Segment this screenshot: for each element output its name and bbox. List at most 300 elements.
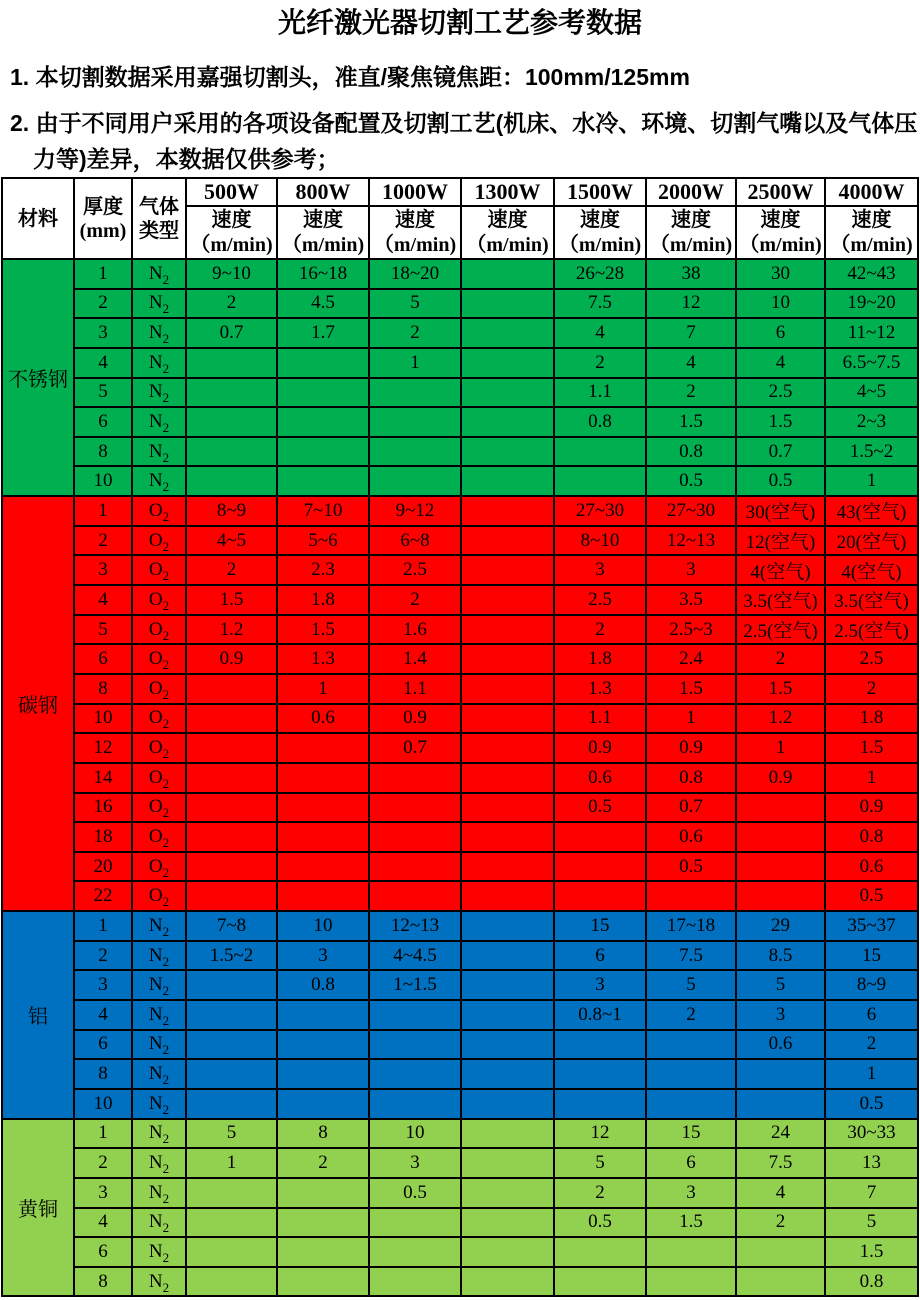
table-row (2, 1148, 918, 1178)
speed-cell: 2 (186, 289, 277, 319)
speed-cell (461, 1208, 554, 1238)
speed-cell: 2~3 (825, 407, 918, 437)
speed-cell: 0.5 (646, 852, 736, 882)
gas-cell: $N_2$ (132, 911, 186, 941)
speed-cell (736, 1267, 825, 1297)
speed-cell: 1.1 (554, 704, 646, 734)
gas-cell: $O_2$ (132, 881, 186, 911)
speed-cell: 1.5 (825, 733, 918, 763)
speed-cell: 0.7 (369, 733, 461, 763)
thickness-cell: 6 (74, 1030, 132, 1060)
speed-cell: 30 (736, 259, 825, 289)
speed-cell: 7.5 (554, 289, 646, 319)
speed-cell (461, 437, 554, 467)
thickness-cell: 3 (74, 318, 132, 348)
thickness-cell: 8 (74, 437, 132, 467)
speed-cell (369, 822, 461, 852)
notes (0, 62, 920, 177)
speed-cell (277, 881, 369, 911)
speed-cell: 12~13 (646, 526, 736, 556)
speed-cell (369, 407, 461, 437)
speed-cell: 4 (736, 1178, 825, 1208)
gas-cell: $O_2$ (132, 733, 186, 763)
speed-cell: 0.9 (825, 793, 918, 823)
speed-cell: 3.5(空气) (736, 585, 825, 615)
speed-cell (461, 407, 554, 437)
speed-cell (369, 1000, 461, 1030)
header-speed-unit: （m/min) (466, 233, 549, 256)
header-gas-line-1: 气体 (139, 195, 179, 218)
header-speed-1500w (554, 206, 646, 259)
speed-cell (369, 1267, 461, 1297)
speed-cell: 1.6 (369, 615, 461, 645)
speed-cell (186, 822, 277, 852)
speed-cell (277, 437, 369, 467)
gas-cell: $N_2$ (132, 1119, 186, 1149)
speed-cell: 12(空气) (736, 526, 825, 556)
speed-cell (461, 289, 554, 319)
speed-cell: 15 (554, 911, 646, 941)
thickness-cell: 10 (74, 1089, 132, 1119)
speed-cell (461, 941, 554, 971)
table-row (2, 526, 918, 556)
speed-cell: 0.6 (277, 704, 369, 734)
speed-cell (277, 852, 369, 882)
speed-cell: 7~10 (277, 496, 369, 526)
speed-cell: 8 (277, 1119, 369, 1149)
speed-cell: 7~8 (186, 911, 277, 941)
speed-cell: 43(空气) (825, 496, 918, 526)
speed-cell: 0.5 (369, 1178, 461, 1208)
speed-cell (186, 1208, 277, 1238)
speed-cell (277, 822, 369, 852)
thickness-cell: 2 (74, 289, 132, 319)
speed-cell (369, 852, 461, 882)
header-speed-unit: （m/min) (281, 233, 365, 256)
thickness-cell: 1 (74, 1119, 132, 1149)
speed-cell: 12~13 (369, 911, 461, 941)
speed-cell (186, 733, 277, 763)
speed-cell: 1.5 (825, 1237, 918, 1267)
thickness-cell: 12 (74, 733, 132, 763)
speed-cell (554, 466, 646, 496)
table-row (2, 674, 918, 704)
speed-cell (369, 437, 461, 467)
speed-cell: 2 (736, 644, 825, 674)
speed-cell: 26~28 (554, 259, 646, 289)
speed-cell (461, 378, 554, 408)
speed-cell: 1.5 (277, 615, 369, 645)
speed-cell (186, 407, 277, 437)
header-power-1300w: 1300W (461, 178, 554, 206)
speed-cell: 6 (825, 1000, 918, 1030)
speed-cell: 1.5 (646, 674, 736, 704)
speed-cell: 16~18 (277, 259, 369, 289)
note-2-line-1: 2. 由于不同用户采用的各项设备配置及切割工艺(机床、水冷、环境、切割气嘴以及气体压 (10, 110, 918, 136)
speed-cell: 8~9 (186, 496, 277, 526)
speed-cell: 0.5 (646, 466, 736, 496)
speed-cell (646, 1059, 736, 1089)
speed-cell: 4 (736, 348, 825, 378)
speed-cell: 0.9 (369, 704, 461, 734)
speed-cell: 1.8 (277, 585, 369, 615)
gas-cell: $N_2$ (132, 348, 186, 378)
speed-cell: 2 (186, 555, 277, 585)
speed-cell: 0.6 (646, 822, 736, 852)
speed-cell (461, 318, 554, 348)
gas-cell: $N_2$ (132, 1237, 186, 1267)
speed-cell: 1 (825, 1059, 918, 1089)
speed-cell: 1.1 (554, 378, 646, 408)
speed-cell (186, 466, 277, 496)
gas-cell: $N_2$ (132, 318, 186, 348)
thickness-cell: 18 (74, 822, 132, 852)
thickness-cell: 3 (74, 970, 132, 1000)
speed-cell (461, 1030, 554, 1060)
speed-cell: 1 (186, 1148, 277, 1178)
header-speed-1300w (461, 206, 554, 259)
speed-cell: 1 (369, 348, 461, 378)
cutting-data-table (1, 177, 919, 1297)
header-power-1500w: 1500W (554, 178, 646, 206)
table-row (2, 1059, 918, 1089)
speed-cell (277, 793, 369, 823)
speed-cell: 3 (646, 1178, 736, 1208)
speed-cell: 6.5~7.5 (825, 348, 918, 378)
speed-cell (461, 1089, 554, 1119)
table-row (2, 318, 918, 348)
speed-cell: 9~12 (369, 496, 461, 526)
speed-cell: 3 (277, 941, 369, 971)
gas-cell: $O_2$ (132, 555, 186, 585)
speed-cell: 3 (736, 1000, 825, 1030)
table-row (2, 941, 918, 971)
header-power-4000w: 4000W (825, 178, 918, 206)
thickness-cell: 10 (74, 466, 132, 496)
speed-cell: 5~6 (277, 526, 369, 556)
speed-cell (646, 1030, 736, 1060)
speed-cell: 18~20 (369, 259, 461, 289)
header-speed-label: 速度 (760, 208, 801, 231)
speed-cell: 3 (646, 555, 736, 585)
speed-cell: 0.9 (736, 763, 825, 793)
speed-cell: 4 (554, 318, 646, 348)
speed-cell (736, 822, 825, 852)
speed-cell: 13 (825, 1148, 918, 1178)
speed-cell: 3.5(空气) (825, 585, 918, 615)
thickness-cell: 16 (74, 793, 132, 823)
speed-cell: 6 (646, 1148, 736, 1178)
header-gas-line-2: 类型 (139, 219, 179, 242)
speed-cell: 5 (646, 970, 736, 1000)
header-speed-500w (186, 206, 277, 259)
header-speed-label: 速度 (487, 208, 528, 231)
table-row (2, 822, 918, 852)
speed-cell (277, 1000, 369, 1030)
speed-cell (554, 1030, 646, 1060)
speed-cell: 1.1 (369, 674, 461, 704)
speed-cell (186, 704, 277, 734)
speed-cell (277, 1178, 369, 1208)
speed-cell (461, 970, 554, 1000)
speed-cell: 2 (277, 1148, 369, 1178)
gas-cell: $N_2$ (132, 970, 186, 1000)
speed-cell (369, 466, 461, 496)
speed-cell: 0.9 (554, 733, 646, 763)
speed-cell: 12 (646, 289, 736, 319)
speed-cell (186, 348, 277, 378)
speed-cell: 1 (825, 466, 918, 496)
material-cell: 黄铜 (2, 1119, 74, 1297)
speed-cell: 27~30 (554, 496, 646, 526)
speed-cell (646, 1267, 736, 1297)
header-speed-unit: （m/min) (830, 233, 913, 256)
table-row (2, 1208, 918, 1238)
speed-cell (554, 1237, 646, 1267)
speed-cell: 7.5 (736, 1148, 825, 1178)
table-row (2, 1089, 918, 1119)
speed-cell: 5 (554, 1148, 646, 1178)
header-speed-unit: （m/min) (373, 233, 457, 256)
speed-cell: 5 (369, 289, 461, 319)
speed-cell (369, 881, 461, 911)
header-speed-label: 速度 (580, 208, 620, 231)
table-row (2, 555, 918, 585)
speed-cell: 0.5 (554, 1208, 646, 1238)
speed-cell: 6 (736, 318, 825, 348)
header-gas-type (132, 178, 186, 259)
speed-cell: 1.5 (186, 585, 277, 615)
speed-cell (369, 1089, 461, 1119)
table-row (2, 289, 918, 319)
speed-cell (186, 881, 277, 911)
speed-cell: 1.5 (646, 407, 736, 437)
speed-cell: 2.5 (736, 378, 825, 408)
thickness-cell: 2 (74, 1148, 132, 1178)
speed-cell (186, 1000, 277, 1030)
gas-cell: $N_2$ (132, 437, 186, 467)
header-power-2500w: 2500W (736, 178, 825, 206)
speed-cell: 8~9 (825, 970, 918, 1000)
speed-cell (461, 526, 554, 556)
speed-cell (369, 763, 461, 793)
thickness-cell: 1 (74, 911, 132, 941)
gas-cell: $N_2$ (132, 1059, 186, 1089)
speed-cell (186, 1089, 277, 1119)
speed-cell: 1.5 (736, 407, 825, 437)
speed-cell: 0.5 (825, 881, 918, 911)
speed-cell: 2 (554, 615, 646, 645)
speed-cell: 3.5 (646, 585, 736, 615)
speed-cell: 0.9 (646, 733, 736, 763)
speed-cell: 1 (736, 733, 825, 763)
speed-cell (646, 1089, 736, 1119)
speed-cell: 2 (825, 1030, 918, 1060)
speed-cell (277, 1030, 369, 1060)
table-row (2, 1000, 918, 1030)
header-speed-2500w (736, 206, 825, 259)
thickness-cell: 6 (74, 1237, 132, 1267)
speed-cell: 6~8 (369, 526, 461, 556)
speed-cell: 17~18 (646, 911, 736, 941)
speed-cell (461, 348, 554, 378)
note-1: 1. 本切割数据采用嘉强切割头，准直/聚焦镜焦距：100mm/125mm (10, 64, 690, 90)
speed-cell: 1 (277, 674, 369, 704)
speed-cell: 8.5 (736, 941, 825, 971)
speed-cell: 2.5 (554, 585, 646, 615)
page-title: 光纤激光器切割工艺参考数据 (277, 7, 642, 38)
speed-cell (461, 793, 554, 823)
speed-cell (461, 852, 554, 882)
speed-cell: 0.8~1 (554, 1000, 646, 1030)
material-cell: 不锈钢 (2, 259, 74, 496)
speed-cell (186, 1178, 277, 1208)
speed-cell (646, 1237, 736, 1267)
speed-cell: 1.3 (554, 674, 646, 704)
header-speed-unit: （m/min) (739, 233, 822, 256)
thickness-cell: 8 (74, 1059, 132, 1089)
speed-cell (186, 1267, 277, 1297)
table-row (2, 1237, 918, 1267)
speed-cell (277, 1237, 369, 1267)
speed-cell: 1 (825, 763, 918, 793)
speed-cell: 27~30 (646, 496, 736, 526)
speed-cell: 9~10 (186, 259, 277, 289)
speed-cell: 24 (736, 1119, 825, 1149)
speed-cell: 0.5 (554, 793, 646, 823)
header-speed-4000w (825, 206, 918, 259)
speed-cell (554, 1089, 646, 1119)
gas-cell: $N_2$ (132, 1000, 186, 1030)
header-speed-unit: （m/min) (649, 233, 733, 256)
speed-cell: 0.8 (646, 437, 736, 467)
thickness-cell: 4 (74, 1000, 132, 1030)
speed-cell: 2.5 (369, 555, 461, 585)
speed-cell (369, 1237, 461, 1267)
speed-cell (461, 1267, 554, 1297)
note-2 (10, 105, 916, 177)
table-row (2, 852, 918, 882)
speed-cell: 1.7 (277, 318, 369, 348)
gas-cell: $N_2$ (132, 1267, 186, 1297)
speed-cell: 4~5 (186, 526, 277, 556)
speed-cell: 4(空气) (736, 555, 825, 585)
speed-cell: 5 (186, 1119, 277, 1149)
table-row (2, 1178, 918, 1208)
speed-cell: 2.5 (825, 644, 918, 674)
speed-cell (461, 763, 554, 793)
speed-cell: 1.8 (554, 644, 646, 674)
thickness-cell: 20 (74, 852, 132, 882)
gas-cell: $N_2$ (132, 1148, 186, 1178)
speed-cell (186, 1030, 277, 1060)
speed-cell: 0.8 (554, 407, 646, 437)
speed-cell: 10 (369, 1119, 461, 1149)
table-row (2, 615, 918, 645)
gas-cell: $O_2$ (132, 526, 186, 556)
speed-cell (277, 733, 369, 763)
gas-cell: $N_2$ (132, 289, 186, 319)
speed-cell: 2.5~3 (646, 615, 736, 645)
speed-cell (186, 852, 277, 882)
speed-cell: 7.5 (646, 941, 736, 971)
speed-cell (461, 704, 554, 734)
speed-cell: 2 (369, 585, 461, 615)
speed-cell: 1.2 (186, 615, 277, 645)
speed-cell: 4.5 (277, 289, 369, 319)
gas-cell: $O_2$ (132, 585, 186, 615)
header-thickness-label: 厚度 (83, 195, 123, 218)
table-row (2, 437, 918, 467)
speed-cell: 2 (646, 1000, 736, 1030)
speed-cell: 0.7 (186, 318, 277, 348)
speed-cell (277, 378, 369, 408)
gas-cell: $N_2$ (132, 1089, 186, 1119)
table-header (2, 178, 918, 259)
gas-cell: $N_2$ (132, 466, 186, 496)
header-row-powers (2, 178, 918, 206)
speed-cell (277, 1089, 369, 1119)
speed-cell: 2.5(空气) (825, 615, 918, 645)
header-speed-800w (277, 206, 369, 259)
table-row (2, 466, 918, 496)
table-row (2, 496, 918, 526)
gas-cell: $N_2$ (132, 1208, 186, 1238)
table-row (2, 348, 918, 378)
speed-cell (186, 1237, 277, 1267)
speed-cell: 30~33 (825, 1119, 918, 1149)
thickness-cell: 1 (74, 259, 132, 289)
material-cell: 铝 (2, 911, 74, 1118)
speed-cell (186, 437, 277, 467)
speed-cell: 0.6 (554, 763, 646, 793)
speed-cell (461, 881, 554, 911)
speed-cell: 8~10 (554, 526, 646, 556)
speed-cell (554, 852, 646, 882)
thickness-cell: 4 (74, 348, 132, 378)
speed-cell (461, 466, 554, 496)
speed-cell (736, 1089, 825, 1119)
gas-cell: $O_2$ (132, 793, 186, 823)
speed-cell: 2.3 (277, 555, 369, 585)
speed-cell: 2 (554, 348, 646, 378)
gas-cell: $O_2$ (132, 763, 186, 793)
speed-cell (277, 407, 369, 437)
speed-cell (277, 1208, 369, 1238)
gas-cell: $O_2$ (132, 644, 186, 674)
thickness-cell: 22 (74, 881, 132, 911)
speed-cell (461, 496, 554, 526)
speed-cell: 3 (554, 555, 646, 585)
speed-cell: 1~1.5 (369, 970, 461, 1000)
thickness-cell: 4 (74, 585, 132, 615)
gas-cell: $N_2$ (132, 941, 186, 971)
speed-cell: 0.6 (825, 852, 918, 882)
speed-cell: 4 (646, 348, 736, 378)
header-speed-unit: （m/min) (558, 233, 642, 256)
header-power-2000w: 2000W (646, 178, 736, 206)
speed-cell: 4(空气) (825, 555, 918, 585)
gas-cell: $O_2$ (132, 852, 186, 882)
header-speed-label: 速度 (395, 208, 435, 231)
table-row (2, 585, 918, 615)
note-2-line-2: 力等)差异，本数据仅供参考； (33, 146, 340, 172)
gas-cell: $N_2$ (132, 259, 186, 289)
table-row (2, 407, 918, 437)
speed-cell (461, 1059, 554, 1089)
table-row (2, 881, 918, 911)
speed-cell: 0.5 (736, 466, 825, 496)
